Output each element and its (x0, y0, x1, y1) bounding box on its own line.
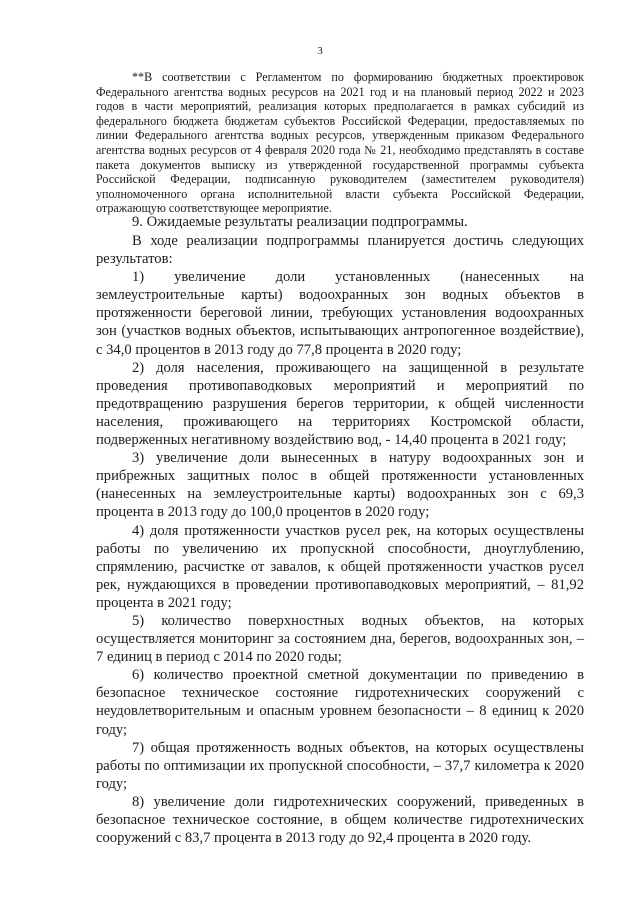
result-item-6: 6) количество проектной сметной документации по приведению в безопасное техническое состояние гидротехнических сооружений с неудовлетворительным и опасным уровнем безопасности – 8 единиц к 2020 году; (96, 667, 584, 738)
results-body (96, 232, 584, 847)
result-item-4: 4) доля протяженности участков русел рек, на которых осуществлены работы по увеличению их пропускной способности, дноуглублению, спрямлению, расчистке от завалов, к общей протяженности участков русел рек, нуждающихся в проведении противопаводковых мероприятий, – 81,92 процента в 2021 году; (96, 522, 584, 611)
footnote: **В соответствии с Регламентом по формированию бюджетных проектировок Федерального агентства водных ресурсов на 2021 год и на плановый период 2022 и 2023 годов в части мероприятий, реализация которых предполагается в рамках субсидий из федерального бюджета бюджетам субъектов Российской Федерации, предоставляемых по линии Федерального агентства водных ресурсов, утвержденным приказом Федерального агентства водных ресурсов от 4 февраля 2020 года № 21, необходимо представлять в составе пакета документов выписку из утвержденной государственной программы субъекта Российской Федерации, подписанную руководителем (заместителем руководителя) уполномоченного органа исполнительной власти субъекта Российской Федерации, отражающую соответствующее мероприятие. (96, 70, 584, 216)
intro-paragraph: В ходе реализации подпрограммы планируется достичь следующих результатов: (96, 233, 584, 268)
section-heading: 9. Ожидаемые результаты реализации подпрограммы. (132, 214, 468, 230)
result-item-1: 1) увеличение доли установленных (нанесенных на землеустроительные карты) водоохранных зон водных объектов в протяженности береговой линии, требующих установления водоохранных зон (участков водных объектов, испытывающих антропогенное воздействие), с 34,0 процентов в 2013 году до 77,8 процента в 2020 году; (96, 269, 584, 358)
result-item-2: 2) доля населения, проживающего на защищенной в результате проведения противопаводковых мероприятий и мероприятий по предотвращению разрушения берегов территории, к общей численности населения, проживающего на территориях Костромской области, подверженных негативному воздействию вод, - 14,40 процента в 2021 году; (96, 359, 584, 449)
result-item-8: 8) увеличение доли гидротехнических сооружений, приведенных в безопасное техническое состояние, в общем количестве гидротехнических сооружений с 83,7 процента в 2013 году до 92,4 процента в 2020 году. (96, 793, 584, 847)
result-item-3: 3) увеличение доли вынесенных в натуру водоохранных зон и прибрежных защитных полос в общей протяженности установленных (нанесенных на землеустроительные карты) водоохранных зон с 69,3 процента в 2013 году до 100,0 процентов в 2020 году; (96, 450, 584, 521)
result-item-7: 7) общая протяженность водных объектов, на которых осуществлены работы по оптимизации их пропускной способности, – 37,7 километра к 2020 году; (96, 739, 584, 792)
page-number: 3 (317, 45, 323, 57)
result-item-5: 5) количество поверхностных водных объектов, на которых осуществляется мониторинг за состоянием дна, берегов, водоохранных зон, – 7 единиц в период с 2014 по 2020 годы; (96, 612, 584, 666)
